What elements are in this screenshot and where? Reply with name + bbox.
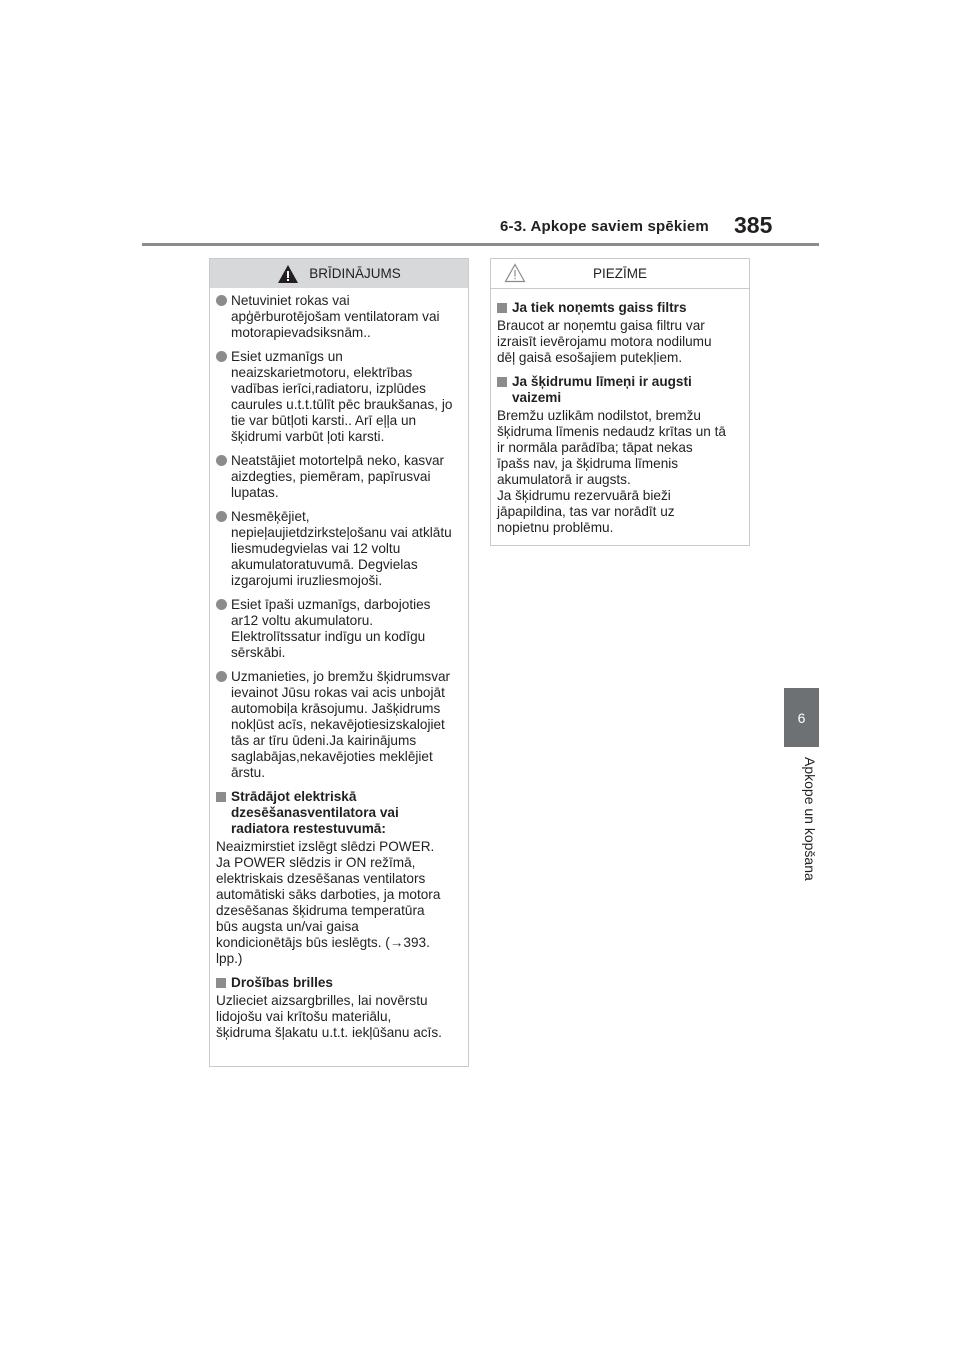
text-line: Esiet uzmanīgs un neaizskariet (231, 349, 343, 380)
section-heading (216, 975, 460, 991)
text-line: dēļ gaisā esošajiem putekļiem. (497, 350, 683, 365)
round-bullet-icon (216, 295, 227, 306)
section-heading-text (512, 300, 687, 316)
text-line: radiatoru, izplūdes caurules u.t.t. (231, 381, 426, 412)
heading-line: ventilatora vai radiatora restes (231, 805, 399, 836)
text-line: Esiet īpaši uzmanīgs, darbojoties ar (231, 597, 431, 628)
section-heading (216, 789, 460, 837)
section-heading-text (512, 374, 741, 406)
text-line: automātiski sāks darboties, ja motora (216, 887, 441, 902)
text-line: būs augsta un/vai gaisa (216, 919, 359, 934)
text-line: Uzmanieties, jo bremžu šķidrums (231, 669, 432, 684)
text-line: Braucot ar noņemtu gaisa filtru var (497, 318, 705, 333)
text-line: šķidruma līmenis nedaudz krītas un tā (497, 424, 726, 439)
note-body (491, 289, 749, 552)
bullet-text (231, 669, 460, 781)
text-line: Ja kairinājums saglabājas, (231, 733, 417, 764)
warning-box (209, 258, 469, 1067)
round-bullet-icon (216, 599, 227, 610)
section-heading-text (231, 975, 333, 991)
heading-line: Ja tiek noņemts gaiss filtrs (512, 300, 687, 315)
text-line: šķidruma šļakatu u.t.t. iekļūšanu acīs. (216, 1025, 442, 1040)
square-bullet-icon (497, 377, 507, 387)
square-bullet-icon (216, 792, 226, 802)
text-line: rotējošam ventilatoram vai motora (231, 309, 440, 340)
text-line: dzesēšanas šķidruma temperatūra (216, 903, 425, 918)
text-line: bojāt automobiļa krāsojumu. Ja (231, 685, 445, 716)
warning-body (210, 288, 468, 1057)
text-line: akumulatorā ir augsts. (497, 472, 631, 487)
bullet-text (231, 597, 460, 661)
round-bullet-icon (216, 455, 227, 466)
section-paragraph (216, 993, 460, 1041)
warning-bullet-item (216, 597, 460, 661)
section-heading (497, 300, 741, 316)
text-line: nekavējoties meklējiet ārstu. (231, 749, 433, 780)
section-heading (497, 374, 741, 406)
text-line: Bremžu uzlikām nodilstot, bremžu (497, 408, 701, 423)
warning-bullet-item (216, 669, 460, 781)
text-line: izskalojiet tās ar tīru ūdeni. (231, 717, 445, 748)
header-divider (142, 243, 819, 246)
text-line: nopietnu problēmu. (497, 520, 614, 535)
section-heading-text (231, 789, 460, 837)
text-line: uzliesmojoši. (304, 573, 383, 588)
text-line: ļoti karsti.. Arī eļļa un šķidrumi var (231, 413, 417, 444)
section-title: 6-3. Apkope saviem spēkiem (500, 218, 709, 235)
warning-triangle-icon (277, 264, 299, 284)
heading-line: Drošības brilles (231, 975, 333, 990)
square-bullet-icon (216, 978, 226, 988)
text-line: Nesmēķējiet, nepieļaujiet (231, 509, 310, 540)
text-line: degvielas vai 12 voltu akumulatora (231, 541, 401, 572)
warning-title: BRĪDINĀJUMS (309, 266, 401, 281)
note-header (491, 259, 749, 289)
round-bullet-icon (216, 511, 227, 522)
warning-bullet-item (216, 349, 460, 445)
text-line: var aizdegties, piemēram, papīrus (231, 453, 445, 484)
text-line: var ievainot Jūsu rokas vai acis un (231, 669, 451, 700)
text-line: motoru, elektrības vadības ierīci, (231, 365, 413, 396)
bullet-text (231, 453, 460, 501)
round-bullet-icon (216, 671, 227, 682)
heading-line: tuvumā: (333, 821, 386, 836)
text-line: Ja POWER slēdzis ir ON režīmā, (216, 855, 416, 870)
text-line: īpašs nav, ja šķidruma līmenis (497, 456, 679, 471)
text-line: izraisīt ievērojamu motora nodilumu (497, 334, 712, 349)
section-paragraph (497, 318, 741, 366)
text-line: satur indīgu un kodīgu sērskābi. (231, 629, 426, 660)
text-line: būt ļoti karsti. (304, 429, 385, 444)
heading-line: Ja šķidrumu līmeņi ir augsti vai (512, 374, 692, 405)
section-paragraph (497, 408, 741, 536)
warning-bullet-item (216, 293, 460, 341)
heading-line: zemi (530, 390, 562, 405)
text-line: kondicionētājs būs ieslēgts. (→393. (216, 935, 430, 950)
text-line: Uzlieciet aizsargbrilles, lai novērstu (216, 993, 428, 1008)
page-number: 385 (734, 212, 773, 238)
bullet-text (231, 349, 460, 445)
section-paragraph (216, 839, 460, 967)
chapter-tab[interactable] (784, 688, 819, 747)
heading-line: Strādājot elektriskā dzesēšanas (231, 789, 357, 820)
text-line: jāpapildina, tas var norādīt uz (497, 504, 675, 519)
bullet-text (231, 509, 460, 589)
note-box (490, 258, 750, 546)
bullet-text (231, 293, 460, 341)
text-line: tuvumā. Degvielas izgarojumi ir (231, 557, 418, 588)
text-line: lidojošu vai krītošu materiālu, (216, 1009, 392, 1024)
caution-outline-icon (504, 263, 526, 283)
chapter-label: Apkope un kopšana (802, 757, 818, 881)
text-line: Neaizmirstiet izslēgt slēdzi POWER. (216, 839, 435, 854)
square-bullet-icon (497, 303, 507, 313)
warning-header (210, 259, 468, 288)
text-line: šķidrums nokļūst acīs, nekavējoties (231, 701, 441, 732)
text-line: Ja šķidrumu rezervuārā bieži (497, 488, 671, 503)
warning-bullet-item (216, 453, 460, 501)
text-line: tūlīt pēc braukšanas, jo tie var būt (231, 397, 453, 428)
text-line: vai lupatas. (231, 469, 431, 500)
text-line: pievadsiksnām.. (273, 325, 371, 340)
text-line: lpp.) (216, 951, 243, 966)
note-title: PIEZĪME (592, 266, 647, 281)
text-line: Netuviniet rokas vai apģērbu (231, 293, 350, 324)
round-bullet-icon (216, 351, 227, 362)
text-line: dzirksteļošanu vai atklātu liesmu (231, 525, 452, 556)
text-line: 12 voltu akumulatoru. Elektrolīts (231, 613, 374, 644)
text-line: elektriskais dzesēšanas ventilators (216, 871, 426, 886)
text-line: ir normāla parādība; tāpat nekas (497, 440, 693, 455)
warning-bullet-item (216, 509, 460, 589)
chapter-number: 6 (797, 709, 806, 726)
text-line: Neatstājiet motortelpā neko, kas (231, 453, 426, 468)
